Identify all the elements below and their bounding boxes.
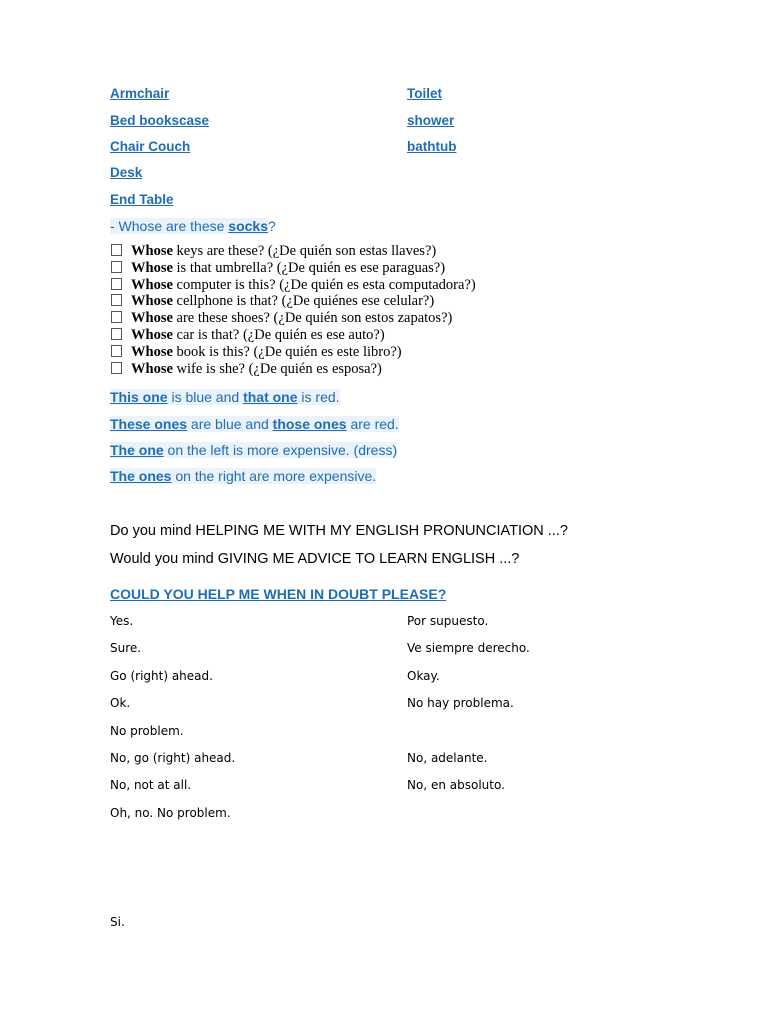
vocab-desk[interactable]: Desk [110, 165, 143, 180]
vocab-bed-bookcase[interactable]: Bed bookscase [110, 113, 210, 128]
list-item: Whose wife is she? (¿De quién es esposa?) [111, 361, 476, 378]
list-item: Whose computer is this? (¿De quién es esta computadora?) [111, 277, 476, 294]
answer-en: Oh, no. No problem. [110, 806, 231, 820]
list-item: Whose book is this? (¿De quién es este libro?) [111, 344, 476, 361]
vocab-bathtub[interactable]: bathtub [407, 139, 457, 154]
checkbox-icon [111, 311, 122, 323]
answer-en: No, not at all. [110, 778, 192, 792]
answer-es: No hay problema. [407, 696, 514, 710]
the-one-link[interactable]: The one [110, 442, 164, 458]
answer-en: Sure. [110, 641, 142, 655]
vocab-toilet[interactable]: Toilet [407, 86, 442, 101]
checkbox-icon [111, 278, 122, 290]
mind-question-1: Do you mind HELPING ME WITH MY ENGLISH PRONUNCIATION ...? [110, 523, 568, 539]
answer-en: Yes. [110, 614, 134, 628]
ones-line-1: This one is blue and that one is red. [110, 389, 340, 405]
vocab-armchair[interactable]: Armchair [110, 86, 170, 101]
vocab-shower[interactable]: shower [407, 113, 455, 128]
socks-question-pre: - Whose are these [110, 218, 229, 234]
list-item: Whose car is that? (¿De quién es ese auto?) [111, 327, 476, 344]
answer-es: Por supuesto. [407, 614, 489, 628]
vocab-end-table[interactable]: End Table [110, 192, 174, 207]
answer-es: No, adelante. [407, 751, 488, 765]
answer-es: Okay. [407, 669, 440, 683]
vocab-chair-couch[interactable]: Chair Couch [110, 139, 191, 154]
those-ones-link[interactable]: those ones [272, 416, 347, 432]
list-item: Whose cellphone is that? (¿De quiénes ese celular?) [111, 293, 476, 310]
answer-es: No, en absoluto. [407, 778, 505, 792]
answer-en: Go (right) ahead. [110, 669, 213, 683]
answer-en: No problem. [110, 724, 184, 738]
checkbox-icon [111, 294, 122, 306]
ones-line-4: The ones on the right are more expensive. [110, 468, 377, 484]
that-one-link[interactable]: that one [243, 389, 298, 405]
list-item: Whose is that umbrella? (¿De quién es ese paraguas?) [111, 260, 476, 277]
answer-es: Ve siempre derecho. [407, 641, 530, 655]
checkbox-icon [111, 244, 122, 256]
checkbox-icon [111, 328, 122, 340]
checkbox-icon [111, 362, 122, 374]
socks-question-post: ? [267, 218, 276, 234]
list-item: Whose are these shoes? (¿De quién son estos zapatos?) [111, 310, 476, 327]
answer-en: Ok. [110, 696, 131, 710]
socks-word-link[interactable]: socks [228, 218, 268, 234]
the-ones-link[interactable]: The ones [110, 468, 172, 484]
answer-en: No, go (right) ahead. [110, 751, 236, 765]
could-you-help-heading[interactable]: COULD YOU HELP ME WHEN IN DOUBT PLEASE? [110, 586, 447, 602]
these-ones-link[interactable]: These ones [110, 416, 188, 432]
ones-line-3: The one on the left is more expensive. (dress) [110, 442, 398, 458]
mind-question-2: Would you mind GIVING ME ADVICE TO LEARN ENGLISH ...? [110, 551, 520, 567]
list-item: Whose keys are these? (¿De quién son estas llaves?) [111, 243, 476, 260]
socks-question [110, 218, 276, 234]
checkbox-icon [111, 261, 122, 273]
checkbox-icon [111, 345, 122, 357]
si-text: Si. [110, 915, 125, 929]
whose-list [111, 243, 476, 377]
ones-line-2: These ones are blue and those ones are red. [110, 416, 399, 432]
this-one-link[interactable]: This one [110, 389, 168, 405]
